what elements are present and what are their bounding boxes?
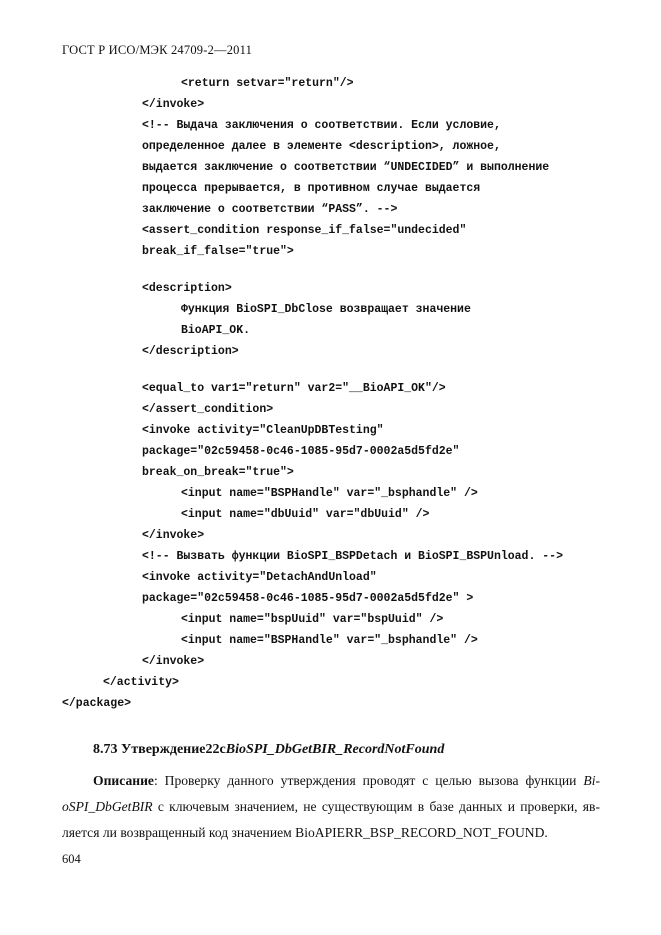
- description-paragraph: [62, 768, 600, 846]
- code-comment-line: <!-- Вызвать функции BioSPI_BSPDetach и BioSPI_BSPUnload. -->: [142, 550, 563, 563]
- section-title-prefix: Утверждение22с: [121, 742, 226, 757]
- code-line: <assert_condition response_if_false="undecided": [142, 224, 467, 237]
- section-heading: [93, 742, 444, 758]
- description-line: ляется ли возвращенный код значением BioAPIERR_BSP_RECORD_NOT_FOUND.: [62, 825, 548, 840]
- code-line: <input name="BSPHandle" var="_bsphandle" />: [181, 634, 478, 647]
- code-line: </package>: [62, 697, 132, 710]
- code-line: package="02c59458-0c46-1085-95d7-0002a5d5fd2e": [142, 445, 460, 458]
- code-line: <return setvar="return"/>: [181, 77, 354, 90]
- code-line: <invoke activity="CleanUpDBTesting": [142, 424, 384, 437]
- code-comment-line: выдается заключение о соответствии “UNDECIDED” и выполнение: [142, 161, 550, 174]
- code-line: </activity>: [103, 676, 179, 689]
- code-line: Функция BioSPI_DbClose возвращает значение: [181, 303, 471, 316]
- code-line: break_on_break="true">: [142, 466, 294, 479]
- code-comment-line: процесса прерывается, в противном случае выдается: [142, 182, 481, 195]
- section-title-function: BioSPI_DbGetBIR_RecordNotFound: [225, 742, 445, 757]
- section-number: 8.73: [93, 742, 118, 757]
- code-line: </assert_condition>: [142, 403, 274, 416]
- code-line: <equal_to var1="return" var2="__BioAPI_OK"/>: [142, 382, 446, 395]
- code-line: </invoke>: [142, 655, 205, 668]
- description-line: oSPI_DbGetBIR с ключевым значением, не существующим в базе данных и проверки, яв-: [62, 799, 600, 814]
- page-header: ГОСТ Р ИСО/МЭК 24709-2—2011: [62, 43, 253, 57]
- code-line: BioAPI_OK.: [181, 324, 251, 337]
- code-line: break_if_false="true">: [142, 245, 294, 258]
- code-line: </description>: [142, 345, 239, 358]
- code-comment-line: <!-- Выдача заключения о соответствии. Если условие,: [142, 119, 501, 132]
- code-line: <description>: [142, 282, 232, 295]
- code-comment-line: определенное далее в элементе <description>, ложное,: [142, 140, 501, 153]
- code-line: <input name="dbUuid" var="dbUuid" />: [181, 508, 430, 521]
- code-line: </invoke>: [142, 529, 205, 542]
- description-line: Описание: Проверку данного утверждения проводят с целью вызова функции Bi-: [93, 773, 600, 788]
- code-line: <input name="bspUuid" var="bspUuid" />: [181, 613, 444, 626]
- code-line: package="02c59458-0c46-1085-95d7-0002a5d5fd2e" >: [142, 592, 474, 605]
- code-comment-line: заключение о соответствии “PASS”. -->: [142, 203, 398, 216]
- code-line: <input name="BSPHandle" var="_bsphandle" />: [181, 487, 478, 500]
- description-label: Описание: [93, 773, 154, 788]
- code-line: </invoke>: [142, 98, 205, 111]
- page-number: 604: [62, 852, 81, 866]
- code-line: <invoke activity="DetachAndUnload": [142, 571, 377, 584]
